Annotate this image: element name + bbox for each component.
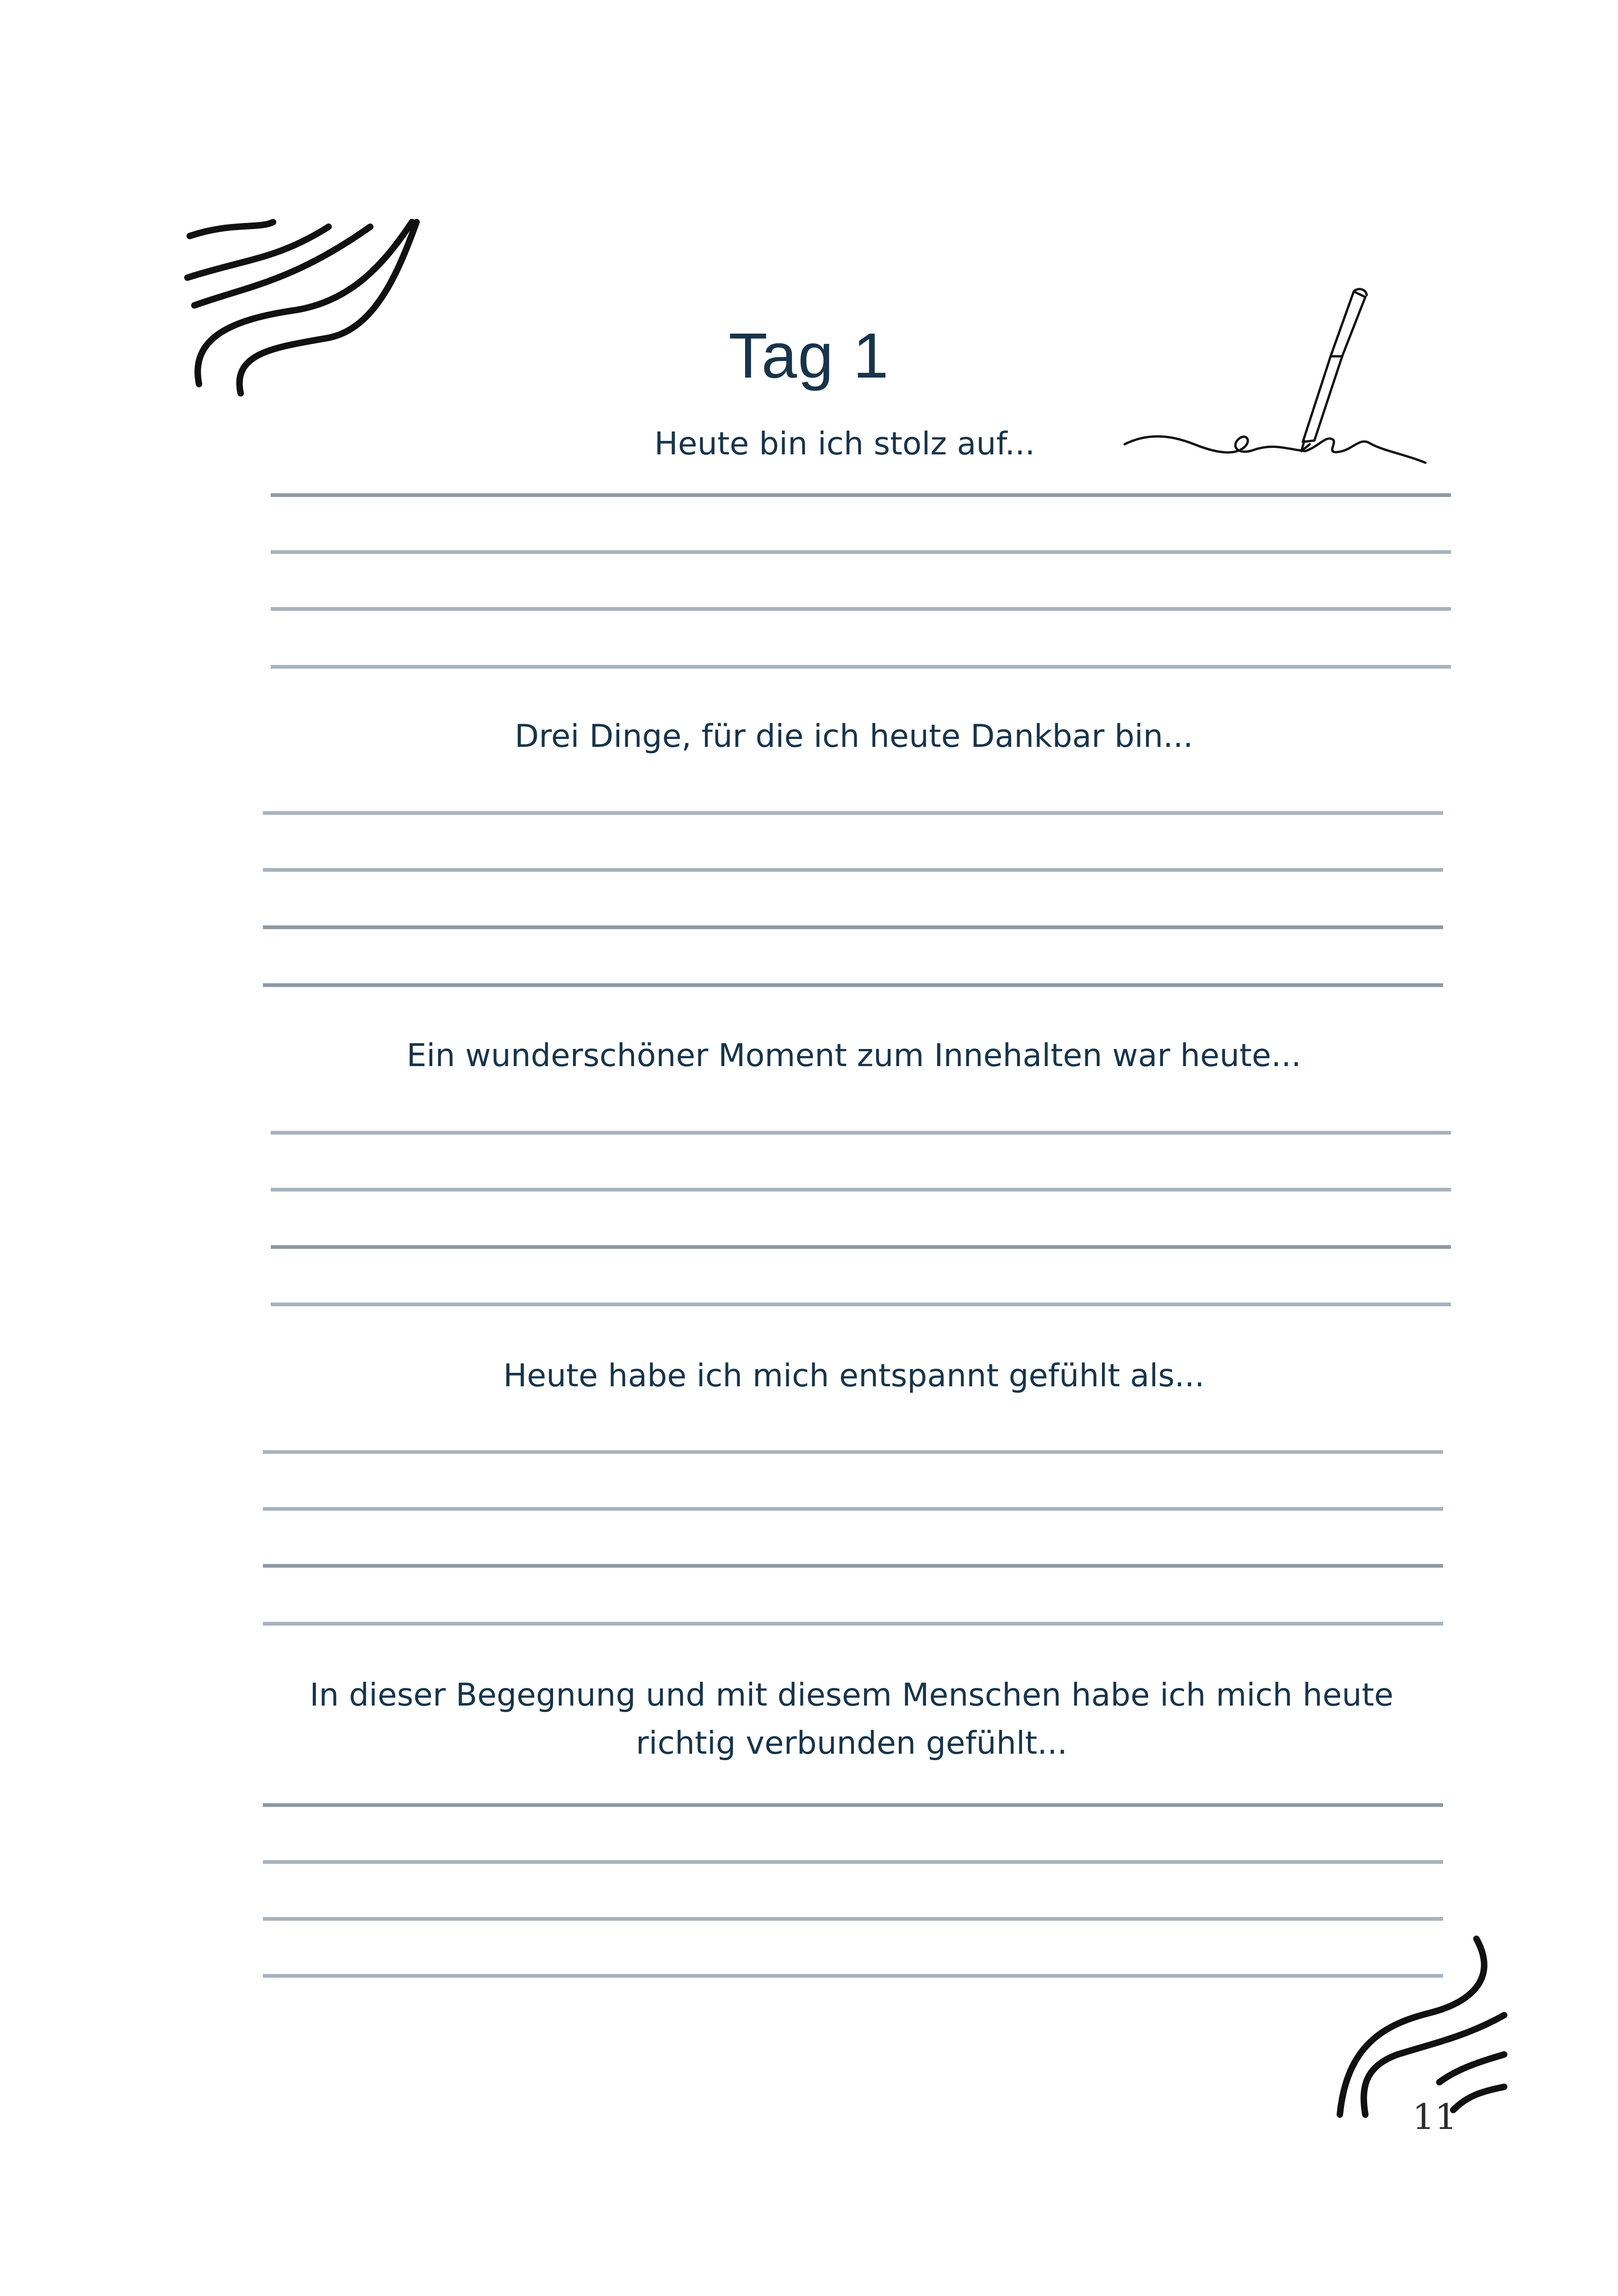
page-title: Tag 1 [728,320,890,391]
prompt-proud: Heute bin ich stolz auf... [654,426,1035,462]
writing-line[interactable] [263,811,1443,815]
writing-line[interactable] [263,983,1443,987]
prompt-connected: In dieser Begegnung und mit diesem Menschen habe ich mich heute richtig verbunden gefühlt... [310,1677,1394,1762]
wave-lines-icon [1328,1934,1513,2119]
writing-line[interactable] [271,1245,1451,1249]
writing-line[interactable] [271,1131,1451,1135]
writing-line[interactable] [263,1564,1443,1568]
writing-line[interactable] [271,1303,1451,1306]
pen-signature-icon [1120,287,1435,477]
writing-line[interactable] [271,493,1451,497]
writing-line[interactable] [263,1917,1443,1921]
writing-line[interactable] [263,868,1443,872]
writing-line[interactable] [263,1974,1443,1978]
writing-line[interactable] [271,665,1451,669]
writing-line[interactable] [263,1803,1443,1807]
prompt-relaxed: Heute habe ich mich entspannt gefühlt als... [503,1358,1205,1394]
writing-line[interactable] [263,1622,1443,1626]
prompt-moment: Ein wunderschöner Moment zum Innehalten war heute... [406,1037,1301,1074]
writing-line[interactable] [271,550,1451,554]
prompt-grateful: Drei Dinge, für die ich heute Dankbar bin... [515,718,1193,755]
writing-line[interactable] [271,1188,1451,1191]
writing-line[interactable] [263,1860,1443,1864]
writing-line[interactable] [263,1450,1443,1454]
writing-line[interactable] [263,925,1443,929]
writing-line[interactable] [271,607,1451,611]
page-number: 11 [1412,2096,1457,2137]
writing-line[interactable] [263,1507,1443,1511]
